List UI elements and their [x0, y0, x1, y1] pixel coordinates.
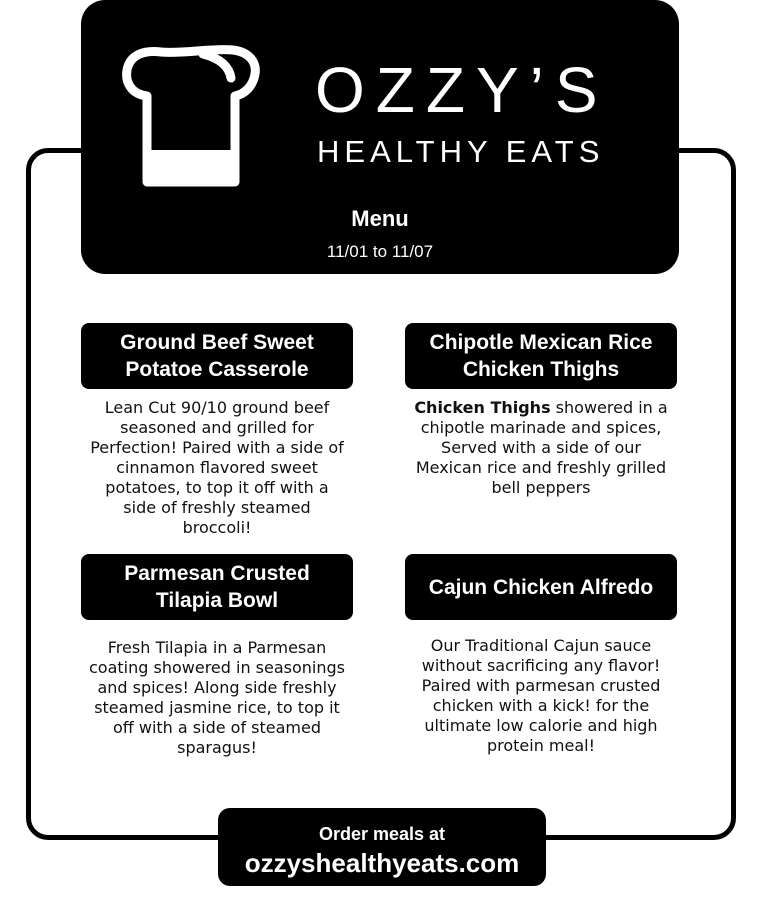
order-footer: [218, 808, 546, 886]
menu-item-desc-chipotle-bold: Chicken Thighs: [414, 398, 551, 417]
menu-item-desc-tilapia: Fresh Tilapia in a Parmesan coating showered in seasonings and spices! Along side freshly steamed jasmine rice, to top it off with a side of steamed sparagus!: [89, 638, 345, 757]
menu-item-desc-chipotle-text: showered in a chipotle marinade and spices, Served with a side of our Mexican rice and freshly grilled bell peppers: [415, 398, 668, 497]
menu-dates: 11/01 to 11/07: [326, 242, 434, 261]
menu-item-title-cajun: Cajun Chicken Alfredo: [405, 554, 677, 620]
menu-title: Menu: [351, 206, 409, 231]
website-link[interactable]: ozzyshealthyeats.com: [244, 848, 520, 878]
menu-item-desc-ground-beef: Lean Cut 90/10 ground beef seasoned and grilled for Perfection! Paired with a side of cinnamon flavored sweet potatoes, to top it off with a side of freshly steamed broccoli!: [90, 398, 344, 537]
brand-name: OZZY’S: [315, 54, 609, 126]
chef-hat-icon: [121, 44, 261, 190]
menu-item-desc-cajun: Our Traditional Cajun sauce without sacrificing any flavor! Paired with parmesan crusted chicken with a kick! for the ultimate low calorie and high protein meal!: [421, 636, 661, 755]
menu-item-title-tilapia: Parmesan Crusted Tilapia Bowl: [81, 554, 353, 620]
menu-item-title-chipotle: Chipotle Mexican Rice Chicken Thighs: [405, 323, 677, 389]
order-label: Order meals at: [318, 824, 446, 844]
menu-item-title-ground-beef: Ground Beef Sweet Potatoe Casserole: [81, 323, 353, 389]
header-banner: [81, 0, 679, 274]
menu-item-desc-chipotle: [414, 398, 668, 498]
brand-tagline: HEALTHY EATS: [317, 134, 605, 169]
